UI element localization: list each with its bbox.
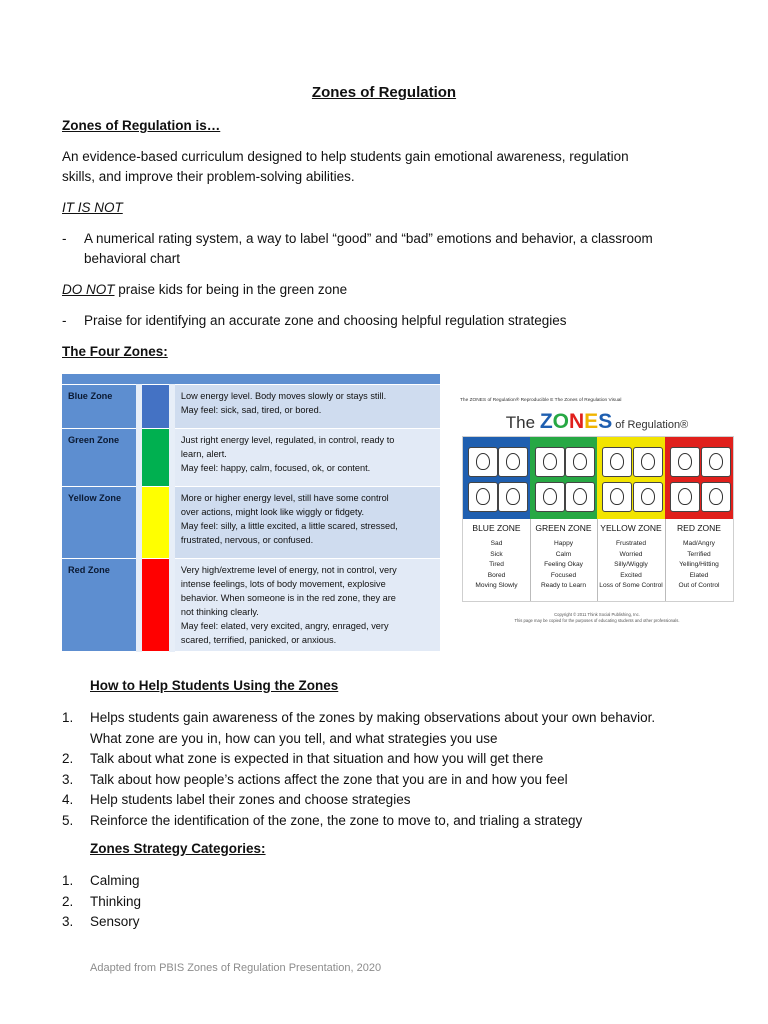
- desc-line: behavior. When someone is in the red zone, they are: [180, 593, 396, 603]
- zone-word: Sick: [490, 550, 503, 558]
- zones-chart-image: [458, 398, 736, 626]
- list-item: [62, 912, 462, 933]
- zone-word: Feeling Okay: [544, 561, 583, 568]
- face-icon: [602, 482, 632, 512]
- zone-name: Yellow Zone: [62, 487, 139, 559]
- is-not-label: IT IS NOT: [62, 200, 123, 215]
- zone-words: [597, 539, 665, 592]
- zone-name: Red Zone: [62, 559, 139, 652]
- list-item: [62, 770, 752, 791]
- desc-line: frustrated, nervous, or confused.: [180, 535, 314, 545]
- face-icon: [498, 482, 528, 512]
- zone-word: Frustrated: [615, 540, 647, 547]
- help-heading: How to Help Students Using the Zones: [90, 678, 339, 693]
- list-item: [62, 892, 462, 913]
- footer-text: Adapted from PBIS Zones of Regulation Presentation, 2020: [90, 962, 382, 974]
- face-icon: [701, 447, 731, 477]
- face-icon: [565, 482, 595, 512]
- red-words-panel: [665, 519, 733, 601]
- blue-words-panel: [463, 519, 531, 601]
- zone-word: Yelling/Hitting: [679, 561, 719, 568]
- zone-label: YELLOW ZONE: [600, 523, 662, 533]
- zone-row-red: [62, 559, 440, 652]
- zone-label: RED ZONE: [677, 523, 721, 533]
- desc-line: Low energy level. Body moves slowly or stays still.: [180, 391, 387, 401]
- zone-word: Bored: [487, 571, 506, 579]
- desc-line: May feel: silly, a little excited, a little scared, stressed,: [180, 521, 398, 531]
- zone-label: BLUE ZONE: [472, 523, 521, 533]
- intro-line-2: skills, and improve their problem-solving abilities.: [62, 169, 355, 184]
- list-number: 5.: [62, 812, 74, 828]
- list-text: What zone are you in, how can you tell, and what strategies you use: [90, 730, 498, 746]
- zone-word: Mad/Angry: [683, 540, 715, 547]
- yellow-faces-panel: [597, 437, 665, 519]
- zone-row-yellow: [62, 487, 440, 559]
- face-icon: [535, 482, 565, 512]
- zone-word: Silly/Wiggly: [614, 561, 648, 568]
- zone-color-swatch: [139, 429, 172, 487]
- list-text: Talk about what zone is expected in that situation and how you will get there: [90, 751, 544, 766]
- zone-color-swatch: [139, 487, 172, 559]
- zone-word: Ready to Learn: [540, 582, 587, 589]
- desc-line: May feel: elated, very excited, angry, enraged, very: [180, 621, 389, 631]
- list-item: [62, 749, 752, 770]
- desc-line: Just right energy level, regulated, in control, ready to: [180, 435, 395, 445]
- blue-faces-panel: [463, 437, 530, 519]
- chart-column-yellow: [597, 437, 665, 601]
- green-faces-panel: [530, 437, 597, 519]
- table-header-row: [62, 374, 440, 385]
- list-text: Help students label their zones and choose strategies: [90, 792, 411, 807]
- desc-line: scared, terrified, panicked, or anxious.: [180, 635, 337, 645]
- chart-title-zones: ZONES: [539, 410, 613, 433]
- zone-row-green: [62, 429, 440, 487]
- list-text: Helps students gain awareness of the zones by making observations about your own behavior.: [90, 710, 656, 725]
- do-not-rest: praise kids for being in the green zone: [114, 282, 348, 297]
- zone-word: Calm: [555, 550, 572, 558]
- copyright-line: This page may be copied for the purposes of educating students and other professionals.: [514, 618, 680, 623]
- list-number: 1.: [62, 710, 74, 725]
- list-text: Calming: [90, 873, 140, 888]
- do-not-label: DO NOT: [62, 282, 115, 297]
- strategy-list: [62, 871, 462, 933]
- face-icon: [565, 447, 595, 477]
- zone-word: Out of Control: [678, 582, 720, 589]
- zone-word: Focused: [550, 571, 577, 579]
- intro-line-1: An evidence-based curriculum designed to help students gain emotional awareness, regulation: [62, 149, 629, 164]
- list-text: Sensory: [90, 914, 140, 929]
- chart-column-red: [665, 437, 733, 601]
- zone-color-swatch: [139, 385, 172, 429]
- is-not-item: [62, 229, 742, 269]
- chart-title-post: of Regulation®: [612, 419, 689, 431]
- list-number: 3.: [62, 771, 74, 787]
- face-icon: [602, 447, 632, 477]
- zone-word: Tired: [489, 561, 504, 568]
- list-number: 3.: [62, 914, 74, 929]
- desc-line: More or higher energy level, still have some control: [180, 493, 389, 503]
- face-icon: [498, 447, 528, 477]
- chart-column-green: [530, 437, 597, 601]
- zone-word: Elated: [689, 571, 709, 579]
- face-icon: [670, 447, 700, 477]
- zone-description: [172, 385, 440, 429]
- chart-column-blue: [463, 437, 530, 601]
- desc-line: learn, alert.: [180, 449, 227, 459]
- page-title: Zones of Regulation: [311, 84, 457, 101]
- list-number: 2.: [62, 751, 74, 766]
- list-item: [62, 811, 752, 832]
- zone-words: [463, 539, 530, 592]
- red-faces-panel: [665, 437, 733, 519]
- zone-word: Happy: [553, 540, 574, 547]
- help-list: [62, 708, 752, 831]
- face-icon: [468, 482, 498, 512]
- praise-text: Praise for identifying an accurate zone and choosing helpful regulation strategies: [84, 313, 567, 328]
- zone-label: GREEN ZONE: [535, 523, 592, 533]
- four-zones-heading: The Four Zones:: [62, 344, 168, 359]
- chart-small-header: The ZONES of Regulation® Reproducible E The Zones of Regulation Visual: [460, 398, 622, 403]
- face-icon: [670, 482, 700, 512]
- face-icon: [633, 447, 663, 477]
- list-text: Thinking: [90, 893, 142, 909]
- chart-title: [458, 410, 736, 434]
- desc-line: intense feelings, lots of body movement, explosive: [180, 579, 386, 589]
- chart-grid: [462, 436, 734, 602]
- face-icon: [535, 447, 565, 477]
- zone-name: Blue Zone: [62, 385, 139, 429]
- face-icon: [468, 447, 498, 477]
- zone-word: Moving Slowly: [475, 582, 518, 589]
- is-not-line-2: behavioral chart: [84, 251, 181, 266]
- zone-description: [172, 429, 440, 487]
- list-item: [62, 708, 752, 749]
- zone-row-blue: [62, 385, 440, 429]
- chart-title-pre: The: [505, 413, 540, 432]
- desc-line: Very high/extreme level of energy, not in control, very: [180, 565, 397, 575]
- list-item: [62, 790, 752, 811]
- do-not-sentence: [62, 280, 347, 300]
- green-words-panel: [530, 519, 598, 601]
- zone-word: Terrified: [687, 550, 711, 558]
- zone-word: Worried: [619, 550, 643, 558]
- intro-heading: Zones of Regulation is…: [62, 118, 221, 133]
- zone-color-swatch: [139, 559, 172, 652]
- zone-word: Excited: [620, 571, 642, 579]
- desc-line: May feel: happy, calm, focused, ok, or content.: [180, 463, 371, 473]
- zone-description: [172, 559, 440, 652]
- face-icon: [633, 482, 663, 512]
- desc-line: over actions, might look like wiggly or fidgety.: [180, 507, 365, 517]
- intro-paragraph: [62, 147, 722, 187]
- dash-bullet: -: [62, 313, 67, 328]
- list-item: [62, 871, 462, 892]
- list-number: 2.: [62, 893, 74, 909]
- praise-item: [62, 311, 567, 331]
- yellow-words-panel: [597, 519, 666, 601]
- zone-word: Sad: [490, 540, 503, 547]
- zone-words: [665, 539, 733, 592]
- list-number: 4.: [62, 792, 74, 807]
- zones-table: [62, 374, 440, 652]
- chart-copyright: [458, 612, 736, 624]
- dash-bullet: -: [62, 231, 67, 246]
- strategy-heading: Zones Strategy Categories:: [90, 841, 266, 856]
- copyright-line: Copyright © 2011 Think Social Publishing, Inc.: [554, 612, 640, 617]
- list-text: Talk about how people’s actions affect the zone that you are in and how you feel: [90, 771, 568, 787]
- is-not-line-1: A numerical rating system, a way to label “good” and “bad” emotions and behavior, a classroom: [84, 231, 653, 246]
- list-number: 1.: [62, 873, 74, 888]
- zone-description: [172, 487, 440, 559]
- list-text: Reinforce the identification of the zone, the zone to move to, and trialing a strategy: [90, 812, 583, 828]
- zone-name: Green Zone: [62, 429, 139, 487]
- desc-line: May feel: sick, sad, tired, or bored.: [180, 405, 322, 415]
- zone-words: [530, 539, 597, 592]
- desc-line: not thinking clearly.: [180, 607, 259, 617]
- face-icon: [701, 482, 731, 512]
- zone-word: Loss of Some Control: [599, 582, 663, 589]
